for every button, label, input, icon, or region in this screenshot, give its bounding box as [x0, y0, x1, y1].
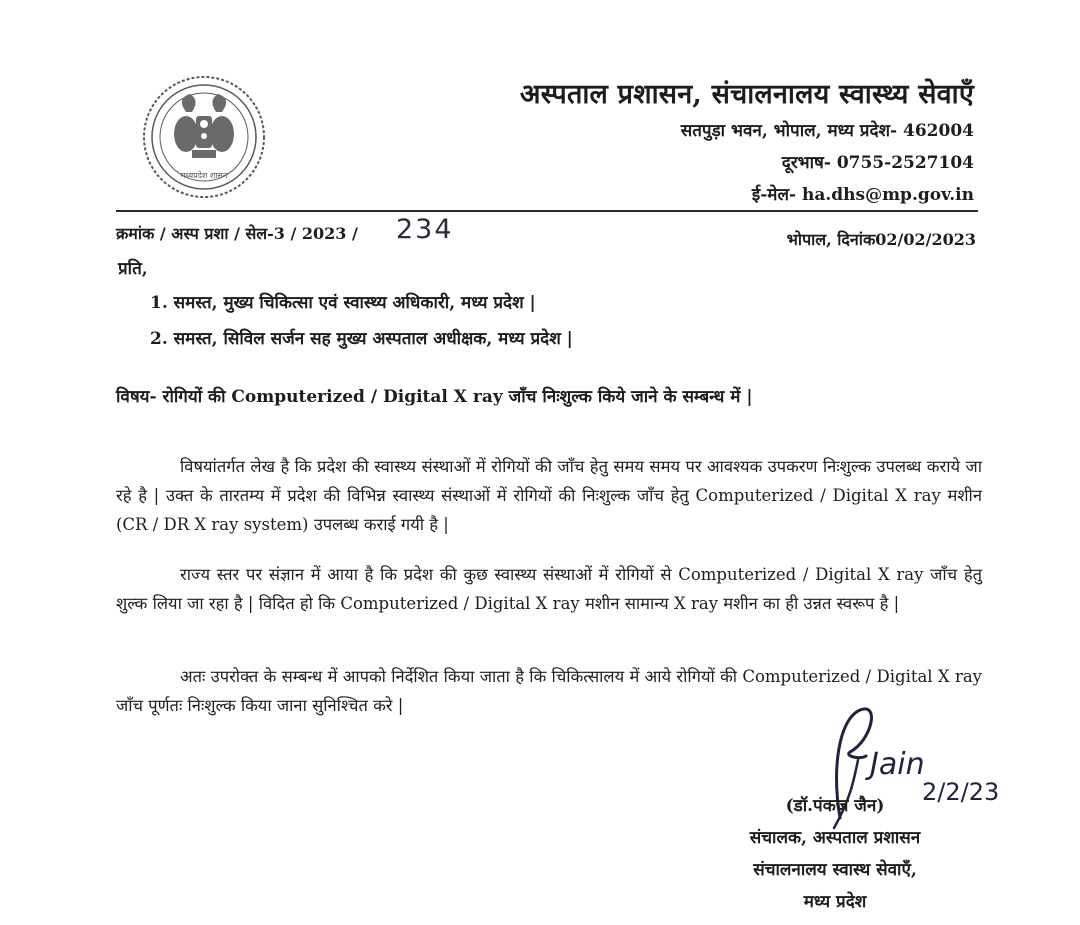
reference-prefix: क्रमांक / अस्प प्रशा / सेल-3 / 2023 /: [116, 224, 358, 243]
handwritten-reference-number: 234: [396, 214, 454, 245]
header-divider: [116, 210, 978, 212]
svg-text:मध्यप्रदेश शासन: मध्यप्रदेश शासन: [180, 171, 228, 180]
signatory-office: संचालनालय स्वास्थ सेवाएँ,: [753, 860, 917, 880]
office-phone: दूरभाष- 0755-2527104: [781, 153, 974, 173]
svg-text:Jain: Jain: [870, 747, 925, 782]
office-address: सतपुड़ा भवन, भोपाल, मध्य प्रदेश- 462004: [680, 121, 974, 141]
body-paragraph: राज्य स्तर पर संज्ञान में आया है कि प्रदेश की कुछ स्वास्थ्य संस्थाओं में रोगियों से Computerized / Digital X ray जाँच हेतु शुल्क लिया जा रहा है | विदित हो कि Computerized / Digital X ray मशीन सामान्य X ray मशीन का ही उन्नत स्वरूप है |: [116, 565, 982, 613]
recipient-item: 1. समस्त, मुख्य चिकित्सा एवं स्वास्थ्य अधिकारी, मध्य प्रदेश |: [150, 293, 536, 313]
office-title: अस्पताल प्रशासन, संचालनालय स्वास्थ्य सेवाएँ: [519, 79, 974, 110]
recipient-item: 2. समस्त, सिविल सर्जन सह मुख्य अस्पताल अधीक्षक, मध्य प्रदेश |: [150, 329, 573, 349]
signatory-name: (डॉ.पंकज जैन): [785, 796, 885, 816]
letter-date: भोपाल, दिनांक02/02/2023: [786, 230, 976, 249]
government-emblem-icon: [134, 72, 274, 202]
office-email: ई-मेल- ha.dhs@mp.gov.in: [751, 185, 974, 205]
body-paragraph: अतः उपरोक्त के सम्बन्ध में आपको निर्देशित किया जाता है कि चिकित्सालय में आये रोगियों की Computerized / Digital X ray जाँच पूर्णतः निःशुल्क किया जाना सुनिश्चित करे |: [116, 667, 982, 715]
letter-subject: विषय- रोगियों की Computerized / Digital X ray जाँच निःशुल्क किये जाने के सम्बन्ध में |: [116, 387, 753, 407]
signatory-block: [700, 790, 970, 918]
svg-text:2/2/23: 2/2/23: [922, 778, 1000, 806]
body-paragraph: विषयांतर्गत लेख है कि प्रदेश की स्वास्थ्य संस्थाओं में रोगियों की जाँच हेतु समय समय पर आवश्यक उपकरण निःशुल्क उपलब्ध कराये जा रहे है | उक्त के तारतम्य में प्रदेश की विभिन्न स्वास्थ्य संस्थाओं में रोगियों की निःशुल्क जाँच हेतु Computerized / Digital X ray मशीन (CR / DR X ray system) उपलब्ध कराई गयी है |: [116, 457, 982, 534]
addressee-label: प्रति,: [118, 259, 148, 279]
signatory-designation: संचालक, अस्पताल प्रशासन: [749, 828, 921, 848]
signatory-state: मध्य प्रदेश: [803, 892, 867, 912]
